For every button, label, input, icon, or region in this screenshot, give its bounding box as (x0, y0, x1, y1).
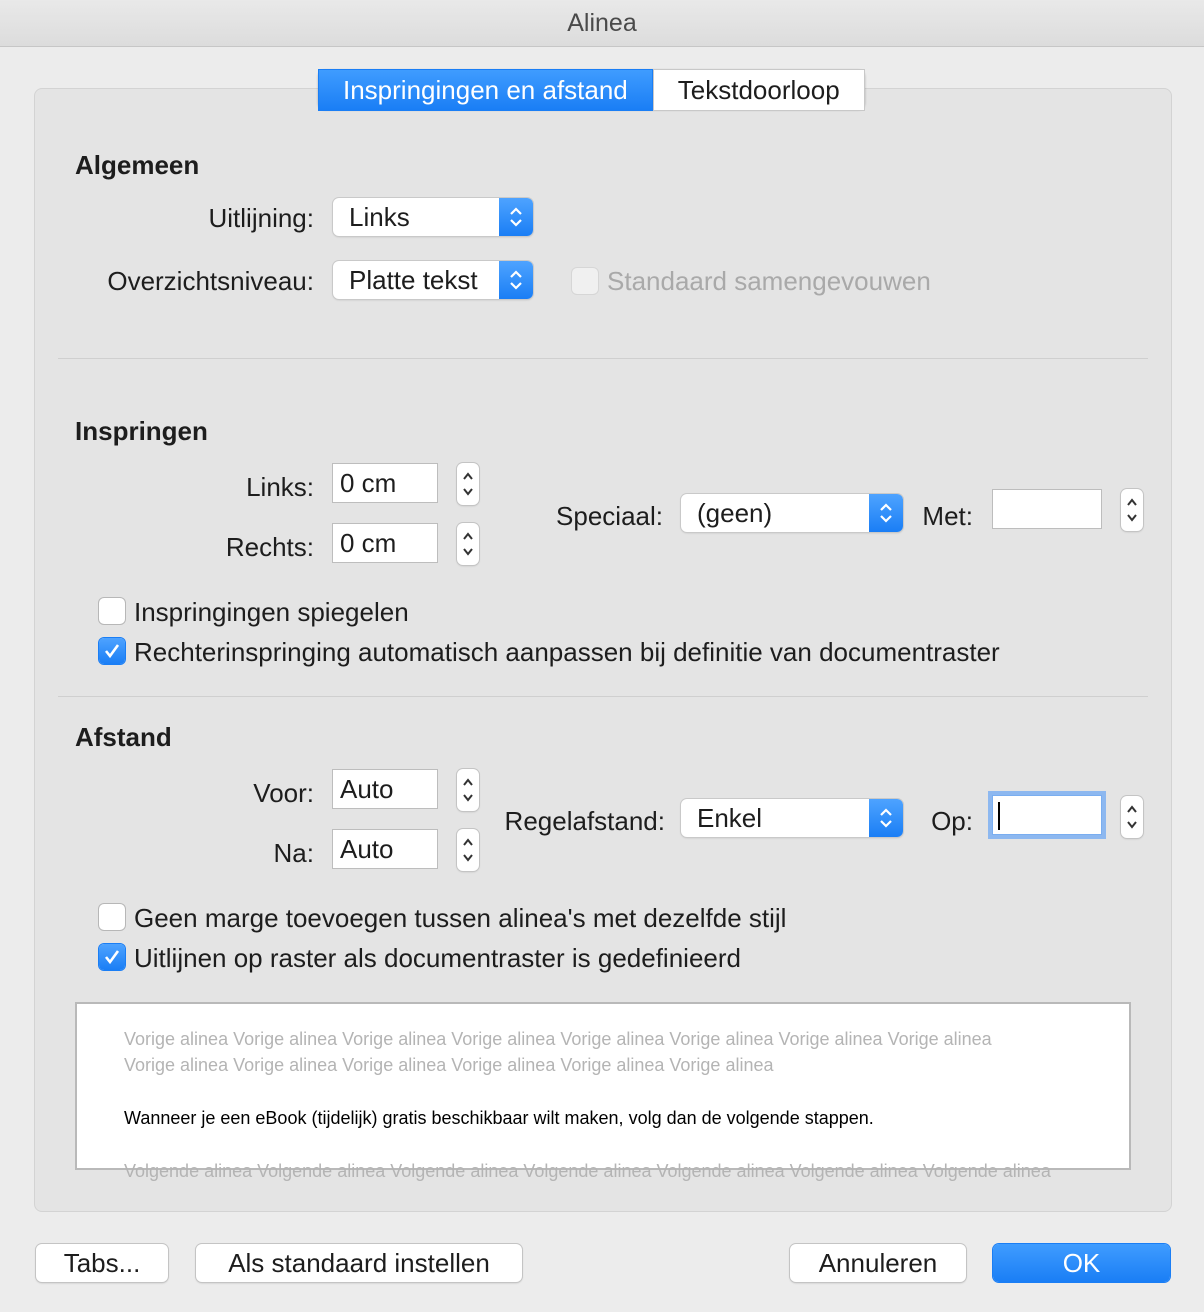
spacing-after-field[interactable]: Auto (332, 829, 438, 869)
paragraph-preview (75, 1002, 1131, 1181)
spacing-before-stepper[interactable] (457, 769, 479, 811)
collapsed-label: Standaard samengevouwen (607, 266, 931, 296)
chevron-updown-icon (869, 494, 903, 532)
preview-previous-line: Vorige alinea Vorige alinea Vorige alinea Vorige alinea Vorige alinea Vorige alinea Vorige alinea Vorige alinea (124, 1029, 992, 1049)
special-value: (geen) (697, 498, 773, 528)
outline-level-value: Platte tekst (349, 265, 478, 295)
tab-line-breaks[interactable]: Tekstdoorloop (653, 69, 865, 111)
indent-right-stepper[interactable] (457, 523, 479, 565)
ok-button[interactable]: OK (993, 1244, 1170, 1282)
indent-left-stepper[interactable] (457, 463, 479, 505)
no-space-checkbox[interactable] (99, 904, 125, 930)
snap-grid-checkbox[interactable] (99, 944, 125, 970)
checkmark-icon (102, 947, 122, 967)
divider (58, 358, 1148, 359)
tab-indents-spacing[interactable]: Inspringingen en afstand (318, 69, 653, 111)
special-label: Speciaal: (556, 501, 663, 531)
by-stepper[interactable] (1121, 489, 1143, 531)
set-default-button[interactable]: Als standaard instellen (196, 1244, 522, 1282)
no-space-label: Geen marge toevoegen tussen alinea's met dezelfde stijl (134, 903, 787, 933)
spacing-after-stepper[interactable] (457, 829, 479, 871)
chevron-updown-icon (499, 261, 533, 299)
line-spacing-label: Regelafstand: (504, 806, 665, 836)
section-spacing-title: Afstand (75, 722, 172, 752)
mirror-indents-label: Inspringingen spiegelen (134, 597, 409, 627)
alignment-popup[interactable] (333, 198, 533, 236)
at-stepper[interactable] (1121, 796, 1143, 838)
at-field[interactable] (992, 795, 1102, 835)
indent-left-field[interactable]: 0 cm (332, 463, 438, 503)
line-spacing-value: Enkel (697, 803, 763, 833)
indent-right-label: Rechts: (225, 532, 314, 562)
mirror-indents-checkbox[interactable] (99, 598, 125, 624)
spacing-before-field[interactable]: Auto (332, 769, 438, 809)
outline-level-label: Overzichtsniveau: (107, 266, 314, 296)
text-cursor (998, 802, 1000, 830)
spacing-after-label: Na: (273, 838, 314, 868)
spacing-before-label: Voor: (253, 778, 314, 808)
at-label: Op: (931, 806, 973, 836)
auto-adjust-label: Rechterinspringing automatisch aanpassen bij definitie van documentraster (134, 637, 1000, 667)
preview-previous-line: Vorige alinea Vorige alinea Vorige alinea Vorige alinea Vorige alinea Vorige alinea (124, 1055, 774, 1075)
checkmark-icon (102, 641, 122, 661)
section-indent-title: Inspringen (75, 416, 208, 446)
outline-level-popup[interactable] (333, 261, 533, 299)
special-popup[interactable] (681, 494, 903, 532)
tab-bar (318, 69, 865, 109)
preview-sample-text: Wanneer je een eBook (tijdelijk) gratis beschikbaar wilt maken, volg dan de volgende stappen. (124, 1108, 874, 1128)
collapsed-checkbox (572, 268, 598, 294)
indent-right-field[interactable]: 0 cm (332, 523, 438, 563)
snap-grid-label: Uitlijnen op raster als documentraster is gedefinieerd (134, 943, 741, 973)
alignment-value: Links (349, 202, 410, 232)
by-label: Met: (922, 501, 973, 531)
chevron-updown-icon (499, 198, 533, 236)
alignment-label: Uitlijning: (208, 203, 314, 233)
divider (58, 696, 1148, 697)
auto-adjust-checkbox[interactable] (99, 638, 125, 664)
by-field[interactable] (992, 489, 1102, 529)
cancel-button[interactable]: Annuleren (790, 1244, 966, 1282)
line-spacing-popup[interactable] (681, 799, 903, 837)
tabs-button[interactable]: Tabs... (36, 1244, 168, 1282)
preview-following-line: Volgende alinea Volgende alinea Volgende alinea Volgende alinea Volgende alinea Volgende alinea Volgende alinea (124, 1161, 1051, 1181)
indent-left-label: Links: (246, 472, 314, 502)
chevron-updown-icon (869, 799, 903, 837)
section-general-title: Algemeen (75, 150, 200, 180)
window-title: Alinea (0, 0, 1204, 47)
